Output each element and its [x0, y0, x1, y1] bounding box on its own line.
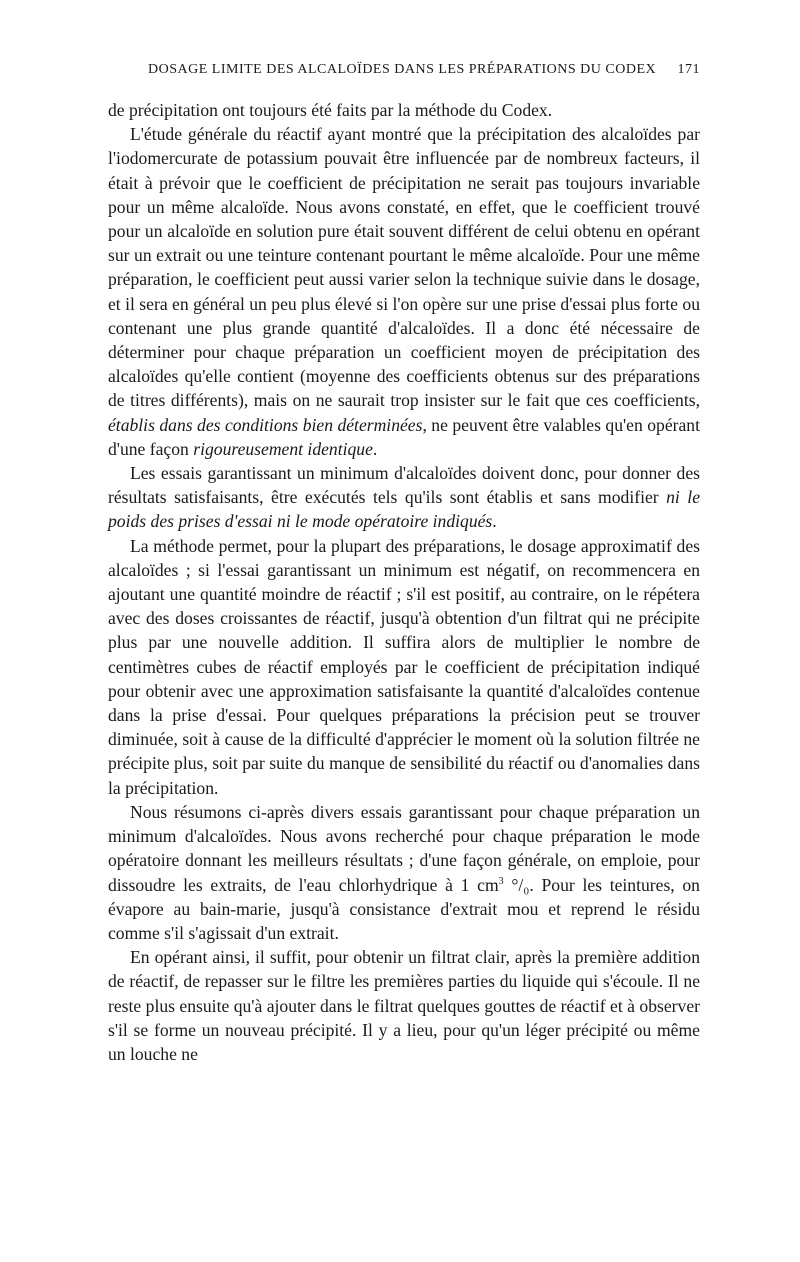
- text-span: .: [492, 511, 497, 532]
- italic-text-span: ni le poids des prises d'essai ni le mode opératoire indiqués: [108, 487, 701, 532]
- italic-text-span: rigoureusement identique: [193, 438, 373, 459]
- text-span: , ne peuvent être valables qu'en opérant d'une façon: [108, 414, 700, 459]
- paragraph: [108, 945, 700, 1066]
- text-span: .: [372, 438, 378, 459]
- paragraph: [108, 800, 700, 945]
- text-span: L'étude générale du réactif ayant montré que la précipitation des alcaloïdes par l'iodomercurate de potassium pouvait être influencée par de nombreux facteurs, il était à prévoir que le coefficient de précipitation ne serait pas toujours invariable pour un même alcaloïde. Nous avons constaté, en effet, que le coefficient trouvé pour un alcaloïde en solution pure était souvent différent de celui obtenu en opérant sur un extrait ou une teinture contenant pourtant le même alcaloïde. Pour une même préparation, le coefficient peut aussi varier selon la technique suivie dans le dosage, et il sera en général un peu plus élevé si l'on opère sur une prise d'essai plus forte ou contenant une plus grande quantité d'alcaloïdes. Il a donc été nécessaire de déterminer pour chaque préparation un coefficient moyen de précipitation des alcaloïdes qu'elle contient (moyenne des coefficients obtenus sur des préparations de titres différents), mais on ne saurait trop insister sur le fait que ces coefficients,: [108, 124, 700, 411]
- paragraph: [108, 461, 700, 534]
- italic-text-span: établis dans des conditions bien déterminées: [108, 414, 423, 435]
- body-text: [108, 98, 700, 1066]
- text-span: La méthode permet, pour la plupart des préparations, le dosage approximatif des alcaloïdes ; si l'essai garantissant un minimum est négatif, on recommencera en ajoutant une quantité moindre de réactif ; s'il est positif, au contraire, on le répétera avec des doses croissantes de réactif, jusqu'à obtention d'un filtrat qui ne précipite plus par une nouvelle addition. Il suffira alors de multiplier le nombre de centimètres cubes de réactif employés par le coefficient de précipitation indiqué pour obtenir avec une approximation satisfaisante la quantité d'alcaloïdes contenue dans la prise d'essai. Pour quelques préparations la précision peut se trouver diminuée, soit à cause de la difficulté d'apprécier le moment où la solution filtrée ne précipite plus, soit par suite du manque de sensibilité du réactif ou d'anomalies dans la précipitation.: [108, 535, 700, 798]
- paragraph: [108, 122, 700, 461]
- page-number: 171: [677, 62, 700, 77]
- text-span: Nous résumons ci-après divers essais garantissant pour chaque préparation un minimum d'alcaloïdes. Nous avons recherché pour chaque préparation le mode opératoire donnant les meilleurs résultats ; d'une façon générale, on emploie, pour dissoudre les extraits, de l'eau chlorhydrique à 1 cm: [108, 801, 700, 895]
- text-span: Les essais garantissant un minimum d'alcaloïdes doivent donc, pour donner des résultats satisfaisants, être exécutés tels qu'ils sont établis et sans modifier: [108, 463, 700, 508]
- paragraph: [108, 98, 700, 122]
- text-span: °/₀. Pour les teintures, on évapore au bain-marie, jusqu'à consistance d'extrait mou et reprend le résidu comme s'il s'agissait d'un extrait.: [108, 874, 700, 943]
- paragraph: [108, 534, 700, 800]
- text-span: de précipitation ont toujours été faits par la méthode du Codex.: [108, 100, 553, 120]
- running-head: [108, 62, 700, 84]
- running-head-title: DOSAGE LIMITE DES ALCALOÏDES DANS LES PRÉPARATIONS DU CODEX: [148, 62, 657, 77]
- superscript: 3: [498, 875, 504, 887]
- text-span: En opérant ainsi, il suffit, pour obtenir un filtrat clair, après la première addition de réactif, de repasser sur le filtre les premières parties du liquide qui s'écoule. Il ne reste plus ensuite qu'à ajouter dans le filtrat quelques gouttes de réactif et à observer s'il se forme un nouveau précipité. Il y a lieu, pour qu'un léger précipité ou même un louche ne: [108, 947, 700, 1064]
- book-page: [108, 62, 700, 1066]
